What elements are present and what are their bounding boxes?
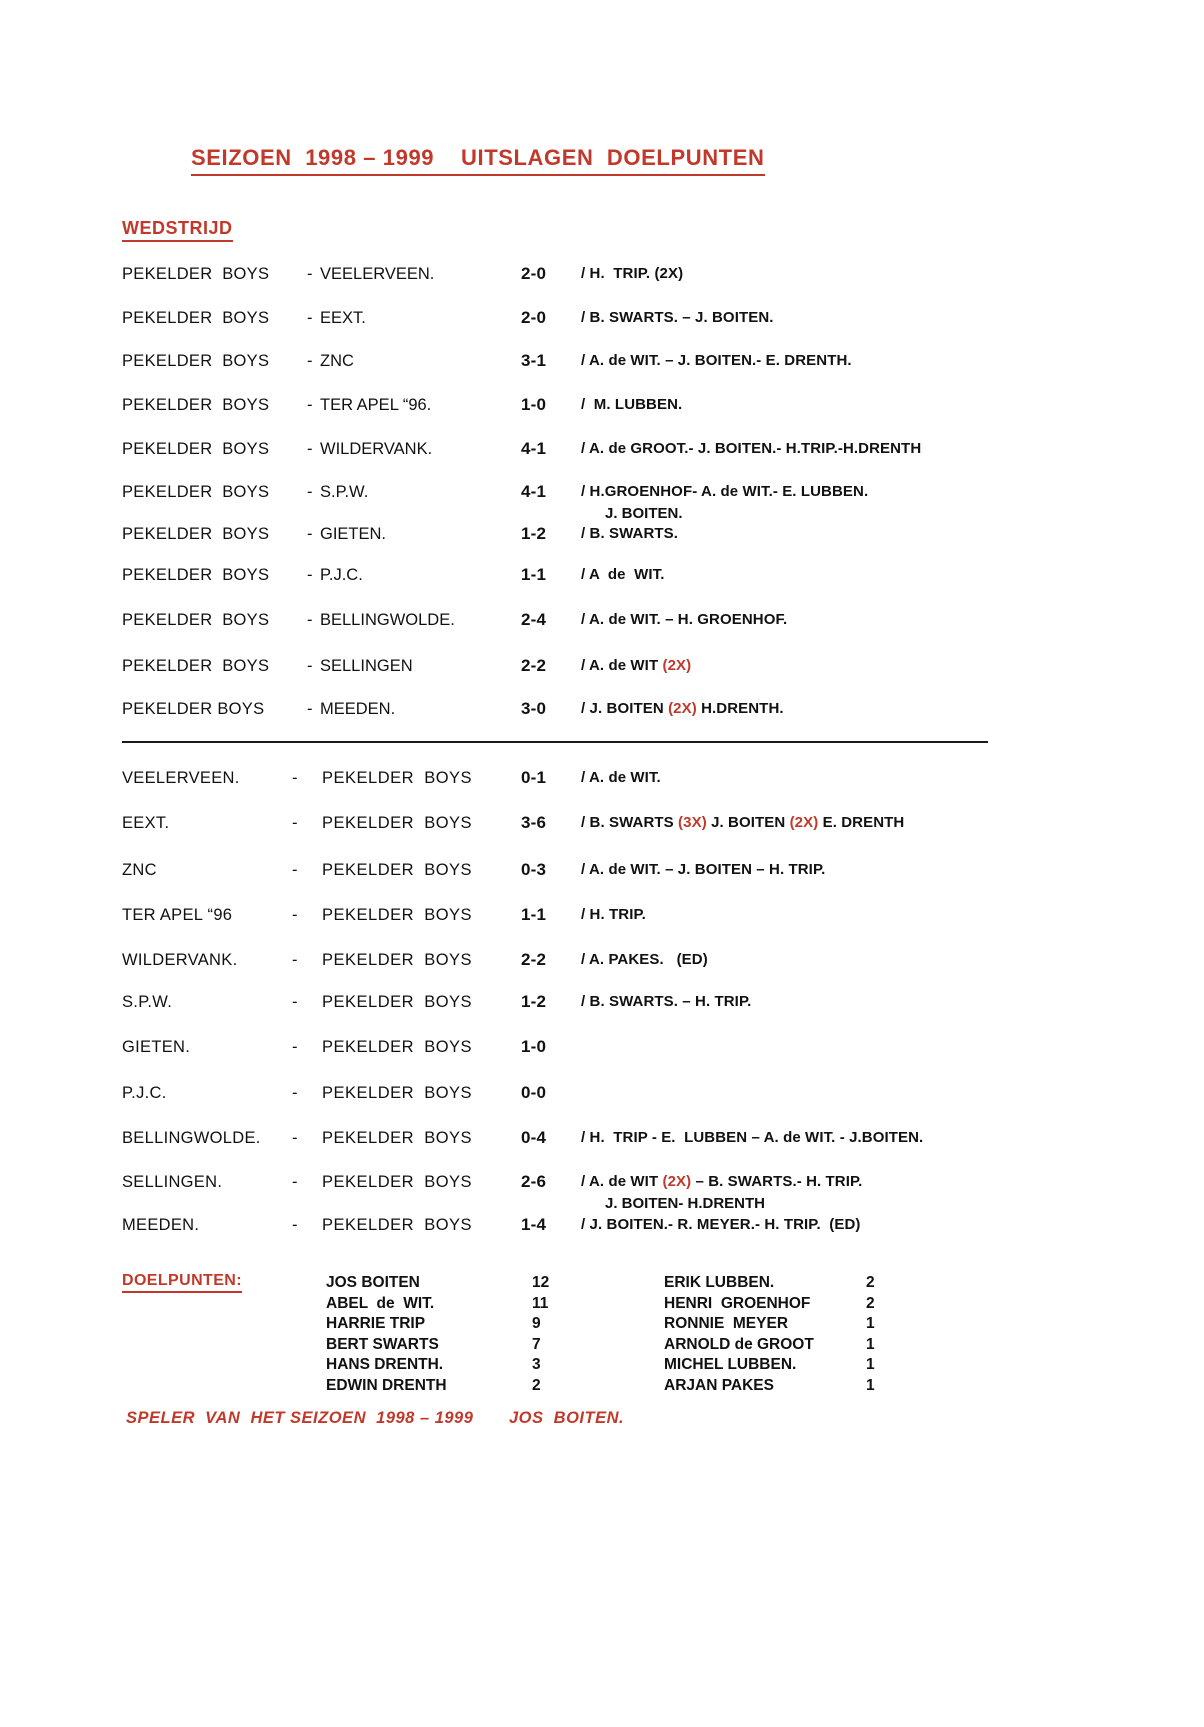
scorer-text: / A. de WIT. – J. BOITEN – H. TRIP. xyxy=(581,861,826,878)
match-scorers-continued: J. BOITEN- H.DRENTH xyxy=(605,1195,766,1212)
scorer-text: / J. BOITEN xyxy=(581,700,669,717)
match-separator: - xyxy=(292,814,298,832)
match-score: 1-0 xyxy=(521,1037,547,1056)
match-scorers xyxy=(581,396,682,414)
match-scorers xyxy=(581,657,691,675)
scorer-text: J. BOITEN xyxy=(706,814,790,831)
scorer-name: HARRIE TRIP xyxy=(326,1315,426,1332)
scorer-goals: 2 xyxy=(866,1294,875,1312)
match-home-team: PEKELDER BOYS xyxy=(122,396,270,414)
scorer-goals: 11 xyxy=(532,1294,549,1312)
match-home-team: PEKELDER BOYS xyxy=(122,700,265,718)
scorer-goals: 12 xyxy=(532,1274,550,1291)
match-score: 1-2 xyxy=(521,524,547,543)
section-heading-wedstrijd: WEDSTRIJD xyxy=(122,218,233,242)
match-score: 2-0 xyxy=(521,264,547,283)
match-home-team: PEKELDER BOYS xyxy=(122,611,270,629)
match-home-team: PEKELDER BOYS xyxy=(122,483,270,501)
match-scorers xyxy=(581,352,852,370)
match-home-team: SELLINGEN. xyxy=(122,1173,223,1191)
match-score: 1-4 xyxy=(521,1215,547,1234)
scorer-name: ERIK LUBBEN. xyxy=(664,1274,775,1291)
scorer-text: E. DRENTH xyxy=(818,814,905,831)
match-home-team: TER APEL “96 xyxy=(122,906,233,924)
match-home-team: VEELERVEEN. xyxy=(122,769,240,787)
match-away-team: PEKELDER BOYS xyxy=(322,1038,473,1056)
scorer-name: JOS BOITEN xyxy=(326,1274,420,1291)
match-away-team: PEKELDER BOYS xyxy=(322,769,473,787)
match-score: 2-0 xyxy=(521,308,547,327)
match-away-team: S.P.W. xyxy=(320,483,369,501)
match-scorers xyxy=(581,906,646,924)
match-scorers xyxy=(581,566,665,584)
match-scorers xyxy=(581,1216,860,1234)
scorer-text: / A. PAKES. (ED) xyxy=(581,951,708,968)
scorer-text: / M. LUBBEN. xyxy=(581,396,683,413)
scorer-name: BERT SWARTS xyxy=(326,1335,439,1353)
match-separator: - xyxy=(307,440,313,458)
match-scorers xyxy=(581,611,787,629)
match-separator: - xyxy=(307,309,313,327)
scorer-name: HENRI GROENHOF xyxy=(664,1294,811,1312)
match-away-team: PEKELDER BOYS xyxy=(322,1173,473,1191)
match-separator: - xyxy=(307,566,313,584)
match-home-team: ZNC xyxy=(122,861,157,879)
scorer-goals: 7 xyxy=(532,1335,541,1353)
scorer-goals: 1 xyxy=(866,1335,875,1353)
match-home-team: BELLINGWOLDE. xyxy=(122,1129,261,1147)
match-scorers-continued: J. BOITEN. xyxy=(605,505,683,522)
match-score: 2-6 xyxy=(521,1172,547,1191)
match-separator: - xyxy=(292,951,298,969)
scorer-name: ARJAN PAKES xyxy=(664,1376,774,1394)
scorer-multiplier: (3X) xyxy=(678,814,707,831)
match-score: 0-1 xyxy=(521,768,547,787)
match-scorers xyxy=(581,265,683,283)
match-home-team: PEKELDER BOYS xyxy=(122,440,270,458)
scorer-text: / H. TRIP - E. LUBBEN – A. de WIT. - J.BOITEN. xyxy=(581,1129,924,1146)
match-home-team: EEXT. xyxy=(122,814,170,832)
match-score: 4-1 xyxy=(521,482,547,501)
scorer-name: RONNIE MEYER xyxy=(664,1315,789,1332)
match-home-team: PEKELDER BOYS xyxy=(122,352,270,370)
match-score: 3-6 xyxy=(521,813,547,832)
match-scorers xyxy=(581,769,661,787)
scorer-goals: 3 xyxy=(532,1356,541,1373)
match-separator: - xyxy=(292,1038,298,1056)
match-score: 0-4 xyxy=(521,1128,547,1147)
match-away-team: BELLINGWOLDE. xyxy=(320,611,455,629)
match-score: 4-1 xyxy=(521,439,547,458)
match-away-team: PEKELDER BOYS xyxy=(322,1084,473,1102)
match-score: 0-3 xyxy=(521,860,547,879)
match-home-team: PEKELDER BOYS xyxy=(122,309,270,327)
scorer-text: – B. SWARTS.- H. TRIP. xyxy=(691,1173,863,1190)
match-away-team: WILDERVANK. xyxy=(320,440,433,458)
match-away-team: MEEDEN. xyxy=(320,700,396,718)
doelpunten-label: DOELPUNTEN: xyxy=(122,1272,242,1293)
match-home-team: P.J.C. xyxy=(122,1084,167,1102)
scorer-multiplier: (2X) xyxy=(668,700,697,717)
match-away-team: PEKELDER BOYS xyxy=(322,1216,473,1234)
match-separator: - xyxy=(307,396,313,414)
match-home-team: MEEDEN. xyxy=(122,1216,200,1234)
match-separator: - xyxy=(307,700,313,718)
match-score: 0-0 xyxy=(521,1083,547,1102)
match-home-team: GIETEN. xyxy=(122,1038,191,1056)
match-score: 2-2 xyxy=(521,950,547,969)
match-away-team: VEELERVEEN. xyxy=(320,265,435,283)
scorer-text: / B. SWARTS xyxy=(581,814,679,831)
match-score: 3-0 xyxy=(521,699,547,718)
match-home-team: PEKELDER BOYS xyxy=(122,265,270,283)
scorer-text: / J. BOITEN.- R. MEYER.- H. TRIP. (ED) xyxy=(581,1216,861,1233)
match-away-team: PEKELDER BOYS xyxy=(322,993,473,1011)
match-separator: - xyxy=(292,861,298,879)
match-scorers xyxy=(581,440,921,458)
scorer-name: EDWIN DRENTH xyxy=(326,1376,447,1394)
match-home-team: PEKELDER BOYS xyxy=(122,525,270,543)
match-home-team: WILDERVANK. xyxy=(122,951,238,969)
match-separator: - xyxy=(292,1216,298,1234)
match-separator: - xyxy=(292,1173,298,1191)
scorer-goals: 2 xyxy=(866,1274,875,1291)
match-separator: - xyxy=(307,265,313,283)
match-score: 2-4 xyxy=(521,610,547,629)
section-divider xyxy=(122,741,988,743)
match-separator: - xyxy=(292,906,298,924)
match-scorers xyxy=(581,700,784,718)
scorer-multiplier: (2X) xyxy=(662,657,692,674)
scorer-text: / B. SWARTS. – J. BOITEN. xyxy=(581,309,774,326)
match-separator: - xyxy=(292,1084,298,1102)
scorer-text: H.DRENTH. xyxy=(696,700,784,717)
match-score: 1-1 xyxy=(521,565,547,584)
match-score: 3-1 xyxy=(521,351,547,370)
scorer-text: / B. SWARTS. xyxy=(581,525,679,542)
scorer-goals: 1 xyxy=(866,1376,875,1394)
match-score: 2-2 xyxy=(521,656,547,675)
scorer-multiplier: (2X) xyxy=(789,814,819,831)
scorer-text: / A de WIT. xyxy=(581,566,665,583)
scorer-goals: 9 xyxy=(532,1315,541,1332)
match-away-team: TER APEL “96. xyxy=(320,396,432,414)
match-separator: - xyxy=(307,657,313,675)
match-separator: - xyxy=(292,993,298,1011)
scorer-goals: 2 xyxy=(532,1376,541,1394)
page-title: SEIZOEN 1998 – 1999 UITSLAGEN DOELPUNTEN xyxy=(191,145,765,176)
match-score: 1-1 xyxy=(521,905,547,924)
match-away-team: ZNC xyxy=(320,352,354,370)
match-away-team: EEXT. xyxy=(320,309,366,327)
scorer-text: / A. de WIT. – H. GROENHOF. xyxy=(581,611,788,628)
scorer-text: / H. TRIP. (2X) xyxy=(581,265,684,282)
match-separator: - xyxy=(307,352,313,370)
match-scorers xyxy=(581,861,825,879)
scorer-goals: 1 xyxy=(866,1356,875,1373)
scorer-name: ABEL de WIT. xyxy=(326,1294,435,1312)
match-scorers xyxy=(581,525,678,543)
match-away-team: GIETEN. xyxy=(320,525,387,543)
match-separator: - xyxy=(292,769,298,787)
match-scorers xyxy=(581,993,751,1011)
scorer-text: / A. de GROOT.- J. BOITEN.- H.TRIP.-H.DRENTH xyxy=(581,440,922,457)
match-away-team: PEKELDER BOYS xyxy=(322,814,473,832)
scorer-name: HANS DRENTH. xyxy=(326,1356,444,1373)
match-home-team: PEKELDER BOYS xyxy=(122,657,270,675)
scorer-name: ARNOLD de GROOT xyxy=(664,1335,814,1353)
match-away-team: PEKELDER BOYS xyxy=(322,906,473,924)
match-away-team: P.J.C. xyxy=(320,566,363,584)
match-scorers xyxy=(581,1173,862,1191)
match-home-team: PEKELDER BOYS xyxy=(122,566,270,584)
match-separator: - xyxy=(307,525,313,543)
scorer-text: / B. SWARTS. – H. TRIP. xyxy=(581,993,752,1010)
match-scorers xyxy=(581,951,708,969)
match-home-team: S.P.W. xyxy=(122,993,173,1011)
player-of-the-season-line: SPELER VAN HET SEIZOEN 1998 – 1999 JOS BOITEN. xyxy=(126,1409,625,1427)
match-scorers xyxy=(581,1129,923,1147)
match-away-team: PEKELDER BOYS xyxy=(322,861,473,879)
match-away-team: PEKELDER BOYS xyxy=(322,951,473,969)
scorer-multiplier: (2X) xyxy=(662,1173,692,1190)
match-away-team: SELLINGEN xyxy=(320,657,413,675)
match-scorers xyxy=(581,483,868,501)
scorer-text: / A. de WIT xyxy=(581,657,663,674)
match-away-team: PEKELDER BOYS xyxy=(322,1129,473,1147)
match-score: 1-2 xyxy=(521,992,547,1011)
match-scorers xyxy=(581,814,904,832)
scorer-goals: 1 xyxy=(866,1315,875,1332)
match-separator: - xyxy=(307,611,313,629)
scorer-name: MICHEL LUBBEN. xyxy=(664,1356,797,1373)
match-scorers xyxy=(581,309,774,327)
match-score: 1-0 xyxy=(521,395,547,414)
match-separator: - xyxy=(292,1129,298,1147)
scorer-text: / A. de WIT xyxy=(581,1173,663,1190)
scorer-text: / A. de WIT. xyxy=(581,769,661,786)
scorer-text: / A. de WIT. – J. BOITEN.- E. DRENTH. xyxy=(581,352,852,369)
match-separator: - xyxy=(307,483,313,501)
scorer-text: / H. TRIP. xyxy=(581,906,646,923)
scorer-text: / H.GROENHOF- A. de WIT.- E. LUBBEN. xyxy=(581,483,869,500)
